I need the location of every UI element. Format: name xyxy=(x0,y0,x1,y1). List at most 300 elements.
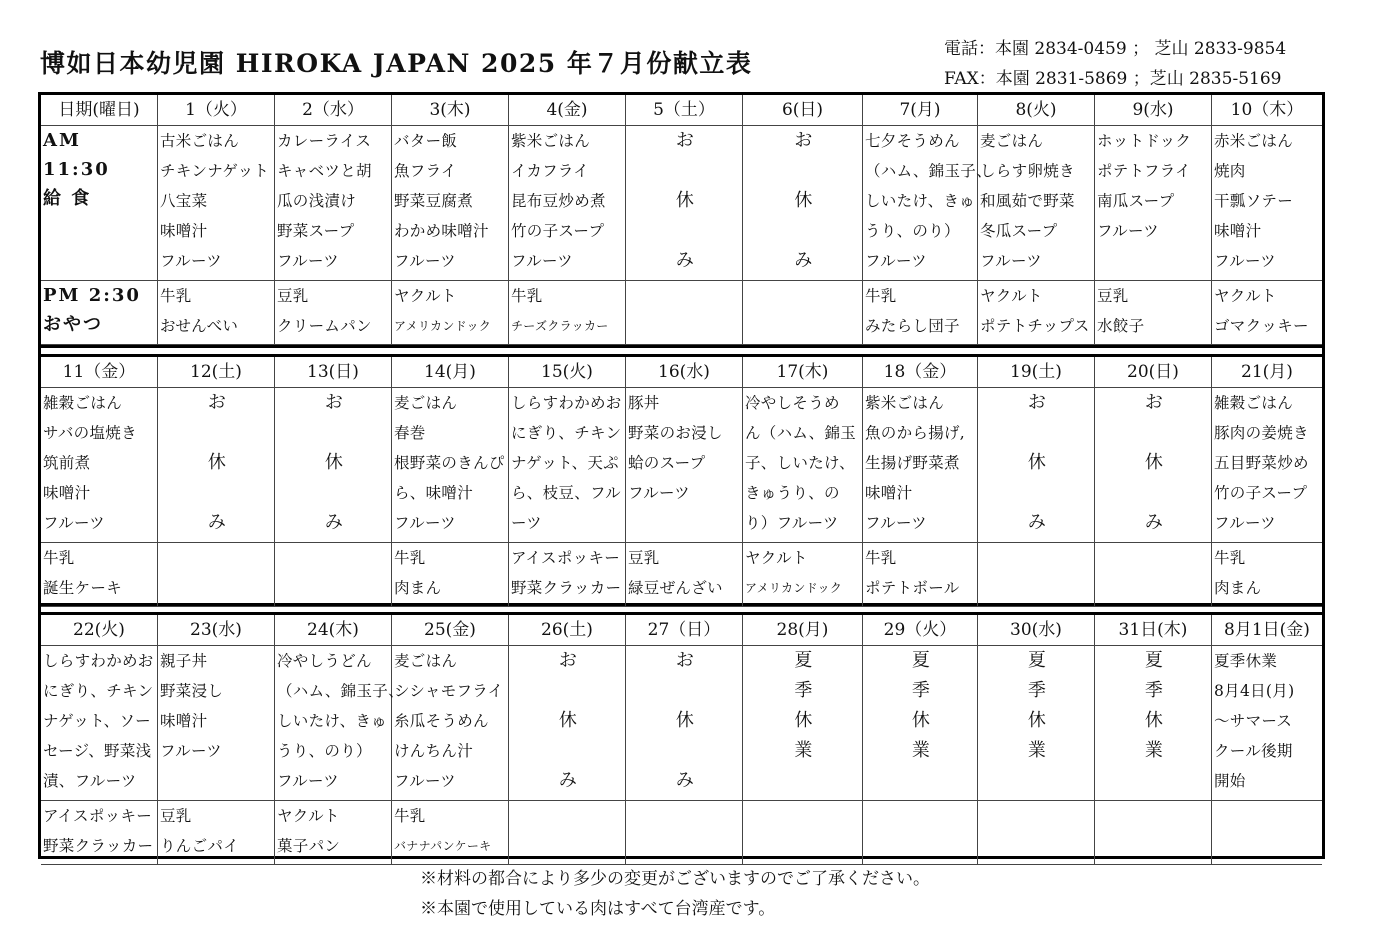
page-title: 博如日本幼児園 HIROKA JAPAN 2025 年７月份献立表 xyxy=(40,49,753,78)
snack-item: 野菜クラッカー xyxy=(511,579,622,597)
date-header: 24(木) xyxy=(275,615,392,646)
pm-time-label: PM 2:30 xyxy=(43,285,141,306)
snack-cell xyxy=(509,801,626,865)
lunch-cell xyxy=(1095,126,1212,281)
lunch-item: にぎり、チキン xyxy=(511,424,622,442)
closed-text: み xyxy=(1144,512,1164,533)
closed-text: お xyxy=(207,392,227,413)
snack-item: 牛乳 xyxy=(394,807,426,825)
date-header: 10（木） xyxy=(1212,95,1322,126)
snack-item: 緑豆ぜんざい xyxy=(628,579,723,597)
lunch-item: ホットドック xyxy=(1097,132,1192,150)
lunch-item: フルーツ xyxy=(394,252,456,270)
snack-item: 肉まん xyxy=(394,579,442,597)
date-header: 27（日） xyxy=(626,615,743,646)
lunch-item: 和風茹で野菜 xyxy=(980,192,1075,210)
snack-item: クリームパン xyxy=(277,317,372,335)
lunch-item: 雑穀ごはん xyxy=(43,394,123,412)
lunch-item: 麦ごはん xyxy=(980,132,1044,150)
closed-text: お xyxy=(324,392,344,413)
snack-cell xyxy=(978,801,1095,865)
lunch-item: わかめ味噌汁 xyxy=(394,222,489,240)
lunch-item: しらすわかめお xyxy=(43,652,154,670)
snack-cell xyxy=(275,543,392,607)
lunch-item: 開始 xyxy=(1214,772,1246,790)
date-header: 21(月) xyxy=(1212,357,1322,388)
closed-text: 休 xyxy=(1027,452,1047,473)
lunch-item: セージ、野菜浅 xyxy=(43,742,152,760)
snack-cell xyxy=(626,281,743,345)
lunch-item: フルーツ xyxy=(628,484,690,502)
closed-text xyxy=(277,478,391,508)
snack-cell xyxy=(863,281,978,345)
lunch-item: フルーツ xyxy=(43,514,105,532)
snack-item: ヤクルト xyxy=(745,549,808,567)
lunch-item: フルーツ xyxy=(394,514,456,532)
date-header: 8月1日(金) xyxy=(1212,615,1322,646)
lunch-item: 赤米ごはん xyxy=(1214,132,1294,150)
snack-cell xyxy=(158,801,275,865)
snack-item: チーズクラッカー xyxy=(511,319,609,333)
closed-text: お xyxy=(558,650,578,671)
snack-cell xyxy=(1095,543,1212,607)
lunch-cell xyxy=(978,126,1095,281)
closed-text xyxy=(160,418,274,448)
lunch-item: 味噌汁 xyxy=(43,484,91,502)
lunch-item: 野菜のお浸し xyxy=(628,424,723,442)
snack-cell xyxy=(743,801,863,865)
lunch-item: 麦ごはん xyxy=(394,652,458,670)
snack-cell xyxy=(978,543,1095,607)
snack-cell xyxy=(1212,281,1322,345)
lunch-item: 南瓜スープ xyxy=(1097,192,1175,210)
date-header: 2（水） xyxy=(275,95,392,126)
lunch-cell xyxy=(1095,646,1212,801)
snack-item: みたらし団子 xyxy=(865,317,960,335)
lunch-item: フルーツ xyxy=(1214,514,1276,532)
lunch-item: 昆布豆炒め煮 xyxy=(511,192,606,210)
date-header: 4(金) xyxy=(509,95,626,126)
lunch-item: 豚肉の姜焼き xyxy=(1214,424,1309,442)
lunch-item: 味噌汁 xyxy=(160,712,208,730)
holiday-text: 季 xyxy=(1144,680,1164,701)
date-header: 19(土) xyxy=(978,357,1095,388)
lunch-item: しいたけ、きゅ xyxy=(277,712,387,730)
closed-text: 休 xyxy=(324,452,344,473)
closed-text: お xyxy=(1027,392,1047,413)
closed-text xyxy=(628,736,742,766)
snack-cell xyxy=(509,281,626,345)
lunch-item: 竹の子スープ xyxy=(1214,484,1308,502)
lunch-item: 干瓢ソテー xyxy=(1214,192,1294,210)
date-header: 26(土) xyxy=(509,615,626,646)
holiday-text: 夏 xyxy=(1144,650,1164,671)
lunch-item: 生揚げ野菜煮 xyxy=(865,454,960,472)
lunch-cell xyxy=(158,388,275,543)
lunch-cell xyxy=(978,388,1095,543)
holiday-text: 休 xyxy=(794,710,813,731)
snack-item: 牛乳 xyxy=(394,549,426,567)
date-header: 7(月) xyxy=(863,95,978,126)
lunch-cell xyxy=(626,646,743,801)
snack-item: アイスポッキー xyxy=(43,807,153,825)
menu-table xyxy=(38,92,1325,859)
closed-text: み xyxy=(324,512,344,533)
snack-cell xyxy=(626,543,743,607)
snack-item: 野菜クラッカー xyxy=(43,837,154,855)
snack-item: 豆乳 xyxy=(277,287,309,305)
snack-cell xyxy=(509,543,626,607)
snack-item: 牛乳 xyxy=(865,287,897,305)
lunch-item: フルーツ xyxy=(865,514,927,532)
lunch-item: きゅうり、の xyxy=(745,484,840,502)
lunch-item: ーツ xyxy=(511,514,542,532)
contact-phone: 電話：本園 2834-0459 ； 芝山 2833-9854 xyxy=(944,39,1287,59)
lunch-cell xyxy=(41,388,158,543)
snack-item: 牛乳 xyxy=(160,287,192,305)
date-header: 22(火) xyxy=(41,615,158,646)
lunch-item: フルーツ xyxy=(511,252,573,270)
snack-cell xyxy=(1095,281,1212,345)
closed-text xyxy=(1097,418,1211,448)
holiday-text: 夏 xyxy=(1027,650,1047,671)
lunch-item: しらすわかめお xyxy=(511,394,622,412)
closed-text xyxy=(511,736,625,766)
date-header: 9(水) xyxy=(1095,95,1212,126)
date-header: 6(日) xyxy=(743,95,863,126)
lunch-item xyxy=(628,508,742,538)
snack-cell xyxy=(392,801,509,865)
lunch-item: 竹の子スープ xyxy=(511,222,605,240)
lunch-item: チキンナゲット xyxy=(160,162,270,180)
lunch-cell xyxy=(743,388,863,543)
snack-label: おやつ xyxy=(43,314,103,335)
lunch-item: 筑前煮 xyxy=(43,454,91,472)
lunch-item: 魚のから揚げ, xyxy=(865,424,966,442)
date-header: 14(月) xyxy=(392,357,509,388)
closed-text xyxy=(980,478,1094,508)
holiday-text: 季 xyxy=(1027,680,1047,701)
snack-item: アメリカンドック xyxy=(394,319,492,333)
closed-text xyxy=(277,418,391,448)
lunch-cell xyxy=(392,126,509,281)
closed-text xyxy=(745,156,862,186)
lunch-item: フルーツ xyxy=(160,742,222,760)
closed-text: 休 xyxy=(558,710,578,731)
am-label-cell xyxy=(41,126,158,281)
lunch-item: ナゲット、ソー xyxy=(43,712,151,730)
holiday-text: 業 xyxy=(911,740,931,761)
lunch-item: シシャモフライ xyxy=(394,682,504,700)
lunch-item: 子、しいたけ、 xyxy=(745,454,855,472)
footnote: ※材料の都合により多少の変更がございますのでご了承ください。 xyxy=(420,869,930,889)
lunch-cell xyxy=(863,388,978,543)
lunch-item: 冬瓜スープ xyxy=(980,222,1058,240)
lunch-cell xyxy=(626,388,743,543)
closed-text xyxy=(628,216,742,246)
lunch-cell xyxy=(863,126,992,281)
snack-cell xyxy=(626,801,743,865)
lunch-cell xyxy=(509,126,626,281)
snack-item: ヤクルト xyxy=(980,287,1043,305)
lunch-item: キャベツと胡 xyxy=(277,162,372,180)
closed-text: み xyxy=(1027,512,1047,533)
date-header: 5（土） xyxy=(626,95,743,126)
date-header: 1（火） xyxy=(158,95,275,126)
closed-text: 休 xyxy=(675,190,695,211)
lunch-item: 親子丼 xyxy=(160,652,208,670)
snack-item: ヤクルト xyxy=(394,287,457,305)
date-header: 17(木) xyxy=(743,357,863,388)
lunch-item: （ハム、錦玉子、 xyxy=(865,162,992,180)
closed-text xyxy=(628,156,742,186)
lunch-item: 根野菜のきんぴ xyxy=(394,454,505,472)
lunch-item: 漬、フルーツ xyxy=(43,772,137,790)
lunch-item: 冷やしうどん xyxy=(277,652,372,670)
lunch-cell xyxy=(1212,126,1322,281)
date-header: 13(日) xyxy=(275,357,392,388)
closed-text: 休 xyxy=(794,190,813,211)
closed-text: お xyxy=(675,130,695,151)
snack-item xyxy=(1214,831,1322,861)
lunch-item: ポテトフライ xyxy=(1097,162,1191,180)
lunch-cell xyxy=(863,646,978,801)
lunch-cell xyxy=(275,388,392,543)
snack-item: 肉まん xyxy=(1214,579,1262,597)
date-header: 31日(木) xyxy=(1095,615,1212,646)
lunch-item: カレーライス xyxy=(277,132,372,150)
closed-text: み xyxy=(207,512,227,533)
snack-cell xyxy=(41,801,158,865)
lunch-item: サバの塩焼き xyxy=(43,424,137,442)
closed-text: 休 xyxy=(1144,452,1164,473)
lunch-item: 瓜の浅漬け xyxy=(277,192,357,210)
snack-item: 水餃子 xyxy=(1097,317,1145,335)
lunch-item: 焼肉 xyxy=(1214,162,1246,180)
closed-text: 休 xyxy=(207,452,227,473)
am-time-label: AM xyxy=(43,130,81,151)
snack-item: ポテトボール xyxy=(865,579,960,597)
lunch-item: うり、のり） xyxy=(277,742,372,760)
closed-text: お xyxy=(1144,392,1164,413)
snack-cell xyxy=(275,281,392,345)
snack-cell xyxy=(1212,801,1322,865)
snack-item: 牛乳 xyxy=(1214,549,1246,567)
lunch-item: にぎり、チキン xyxy=(43,682,154,700)
snack-cell xyxy=(863,801,978,865)
date-header: 30(水) xyxy=(978,615,1095,646)
lunch-item: 春巻 xyxy=(394,424,426,442)
closed-text: み xyxy=(675,770,695,791)
snack-item: 豆乳 xyxy=(1097,287,1129,305)
lunch-item: （ハム、錦玉子、 xyxy=(277,682,404,700)
holiday-text: 業 xyxy=(1027,740,1047,761)
lunch-item: フルーツ xyxy=(1214,252,1276,270)
lunch-item: フルーツ xyxy=(865,252,927,270)
holiday-text: 業 xyxy=(794,740,813,761)
lunch-item: ナゲット、天ぷ xyxy=(511,454,619,472)
lunch-cell xyxy=(41,646,158,801)
snack-cell xyxy=(392,543,509,607)
lunch-item: フルーツ xyxy=(980,252,1042,270)
snack-item: 牛乳 xyxy=(43,549,75,567)
snack-item: 豆乳 xyxy=(628,549,660,567)
lunch-item: ら、味噌汁 xyxy=(394,484,474,502)
snack-cell xyxy=(743,281,863,345)
snack-item: ヤクルト xyxy=(277,807,340,825)
lunch-item: フルーツ xyxy=(1097,222,1159,240)
date-header: 12(土) xyxy=(158,357,275,388)
snack-cell xyxy=(275,801,392,865)
closed-text xyxy=(160,478,274,508)
holiday-text: 休 xyxy=(911,710,931,731)
lunch-item: うり、のり） xyxy=(865,222,960,240)
snack-item: りんごパイ xyxy=(160,837,240,855)
holiday-text: 季 xyxy=(911,680,931,701)
lunch-item: ～サマース xyxy=(1214,712,1293,730)
lunch-item: 八宝菜 xyxy=(160,192,208,210)
date-header: 18（金） xyxy=(863,357,978,388)
lunch-item: 五目野菜炒め xyxy=(1214,454,1309,472)
closed-text xyxy=(628,676,742,706)
snack-item: アイスポッキー xyxy=(511,549,621,567)
lunch-item: 紫米ごはん xyxy=(865,394,945,412)
lunch-item: 味噌汁 xyxy=(865,484,913,502)
section-divider xyxy=(41,345,1322,357)
snack-item: 牛乳 xyxy=(511,287,543,305)
lunch-item: 野菜豆腐煮 xyxy=(394,192,474,210)
lunch-item: 古米ごはん xyxy=(160,132,240,150)
snack-item: ヤクルト xyxy=(1214,287,1277,305)
lunch-cell xyxy=(158,646,275,801)
lunch-cell xyxy=(392,646,509,801)
lunch-item: り）フルーツ xyxy=(745,514,839,532)
date-header: 28(月) xyxy=(743,615,863,646)
holiday-text: 季 xyxy=(794,680,813,701)
closed-text: お xyxy=(794,130,813,151)
lunch-item: 夏季休業 xyxy=(1214,652,1278,670)
lunch-cell xyxy=(1212,646,1322,801)
date-header: 29（火） xyxy=(863,615,978,646)
lunch-item: 味噌汁 xyxy=(160,222,208,240)
lunch-item: けんちん汁 xyxy=(394,742,474,760)
snack-cell xyxy=(1212,543,1322,607)
holiday-text: 休 xyxy=(1144,710,1164,731)
lunch-item: イカフライ xyxy=(511,162,590,180)
snack-cell xyxy=(863,543,978,607)
lunch-cell xyxy=(743,646,863,801)
holiday-text: 夏 xyxy=(911,650,931,671)
snack-item: おせんべい xyxy=(160,317,239,335)
lunch-cell xyxy=(275,126,392,281)
lunch-item: 野菜浸し xyxy=(160,682,224,700)
lunch-item: 冷やしそうめ xyxy=(745,394,840,412)
lunch-item: 糸瓜そうめん xyxy=(394,712,489,730)
date-header: 20(日) xyxy=(1095,357,1212,388)
closed-text: み xyxy=(558,770,578,791)
snack-item: ポテトチップス xyxy=(980,317,1090,335)
date-header: 23(水) xyxy=(158,615,275,646)
lunch-item: 豚丼 xyxy=(628,394,660,412)
snack-item: 豆乳 xyxy=(160,807,192,825)
date-header: 16(水) xyxy=(626,357,743,388)
lunch-cell xyxy=(275,646,404,801)
date-header: 15(火) xyxy=(509,357,626,388)
lunch-label: 給 食 xyxy=(43,188,92,209)
date-header: 11（金） xyxy=(41,357,158,388)
lunch-item: クール後期 xyxy=(1214,742,1293,760)
snack-item: 誕生ケーキ xyxy=(43,579,123,597)
snack-cell xyxy=(978,281,1095,345)
lunch-cell xyxy=(509,646,626,801)
lunch-item: フルーツ xyxy=(277,252,339,270)
lunch-item: バター飯 xyxy=(394,132,458,150)
closed-text xyxy=(511,676,625,706)
footnote: ※本園で使用している肉はすべて台湾産です。 xyxy=(420,899,776,919)
lunch-item: 麦ごはん xyxy=(394,394,458,412)
contact-fax: FAX：本園 2831-5869 ；芝山 2835-5169 xyxy=(944,69,1282,89)
holiday-text: 休 xyxy=(1027,710,1047,731)
lunch-item: 紫米ごはん xyxy=(511,132,591,150)
closed-text: み xyxy=(794,250,813,271)
closed-text: お xyxy=(675,650,695,671)
lunch-cell xyxy=(978,646,1095,801)
date-header-label: 日期(曜日) xyxy=(41,95,158,126)
lunch-item: 七夕そうめん xyxy=(865,132,960,150)
lunch-item: ら、枝豆、フル xyxy=(511,484,621,502)
snack-item: ゴマクッキー xyxy=(1214,317,1309,335)
holiday-text: 業 xyxy=(1144,740,1164,761)
snack-cell xyxy=(743,543,863,607)
snack-cell xyxy=(41,543,158,607)
snack-cell xyxy=(392,281,509,345)
pm-label-cell xyxy=(41,281,158,345)
lunch-cell xyxy=(1212,388,1322,543)
closed-text xyxy=(745,216,862,246)
lunch-item: 魚フライ xyxy=(394,162,457,180)
lunch-cell xyxy=(743,126,863,281)
holiday-text: 夏 xyxy=(794,650,813,671)
snack-item: 牛乳 xyxy=(865,549,897,567)
lunch-item: フルーツ xyxy=(160,252,222,270)
lunch-cell xyxy=(626,126,743,281)
snack-cell xyxy=(158,281,275,345)
snack-cell xyxy=(1095,801,1212,865)
lunch-item: 野菜スープ xyxy=(277,222,355,240)
snack-item: アメリカンドック xyxy=(745,581,843,595)
lunch-item: 雑穀ごはん xyxy=(1214,394,1294,412)
am-time-value: 11:30 xyxy=(43,159,110,180)
snack-item: 菓子パン xyxy=(277,837,341,855)
lunch-cell xyxy=(158,126,275,281)
closed-text: み xyxy=(675,250,695,271)
snack-cell xyxy=(158,543,275,607)
lunch-cell xyxy=(392,388,509,543)
lunch-cell xyxy=(1095,388,1212,543)
date-header: 25(金) xyxy=(392,615,509,646)
lunch-item xyxy=(160,766,274,796)
lunch-item: 8月4日(月) xyxy=(1214,682,1295,700)
date-header: 8(火) xyxy=(978,95,1095,126)
lunch-item: フルーツ xyxy=(277,772,339,790)
closed-text xyxy=(1097,478,1211,508)
snack-item xyxy=(1214,801,1322,831)
lunch-cell xyxy=(509,388,626,543)
lunch-item: しらす卵焼き xyxy=(980,162,1075,180)
lunch-item: ん（ハム、錦玉 xyxy=(745,424,857,442)
lunch-item xyxy=(1097,246,1211,276)
lunch-item: 蛤のスープ xyxy=(628,454,706,472)
